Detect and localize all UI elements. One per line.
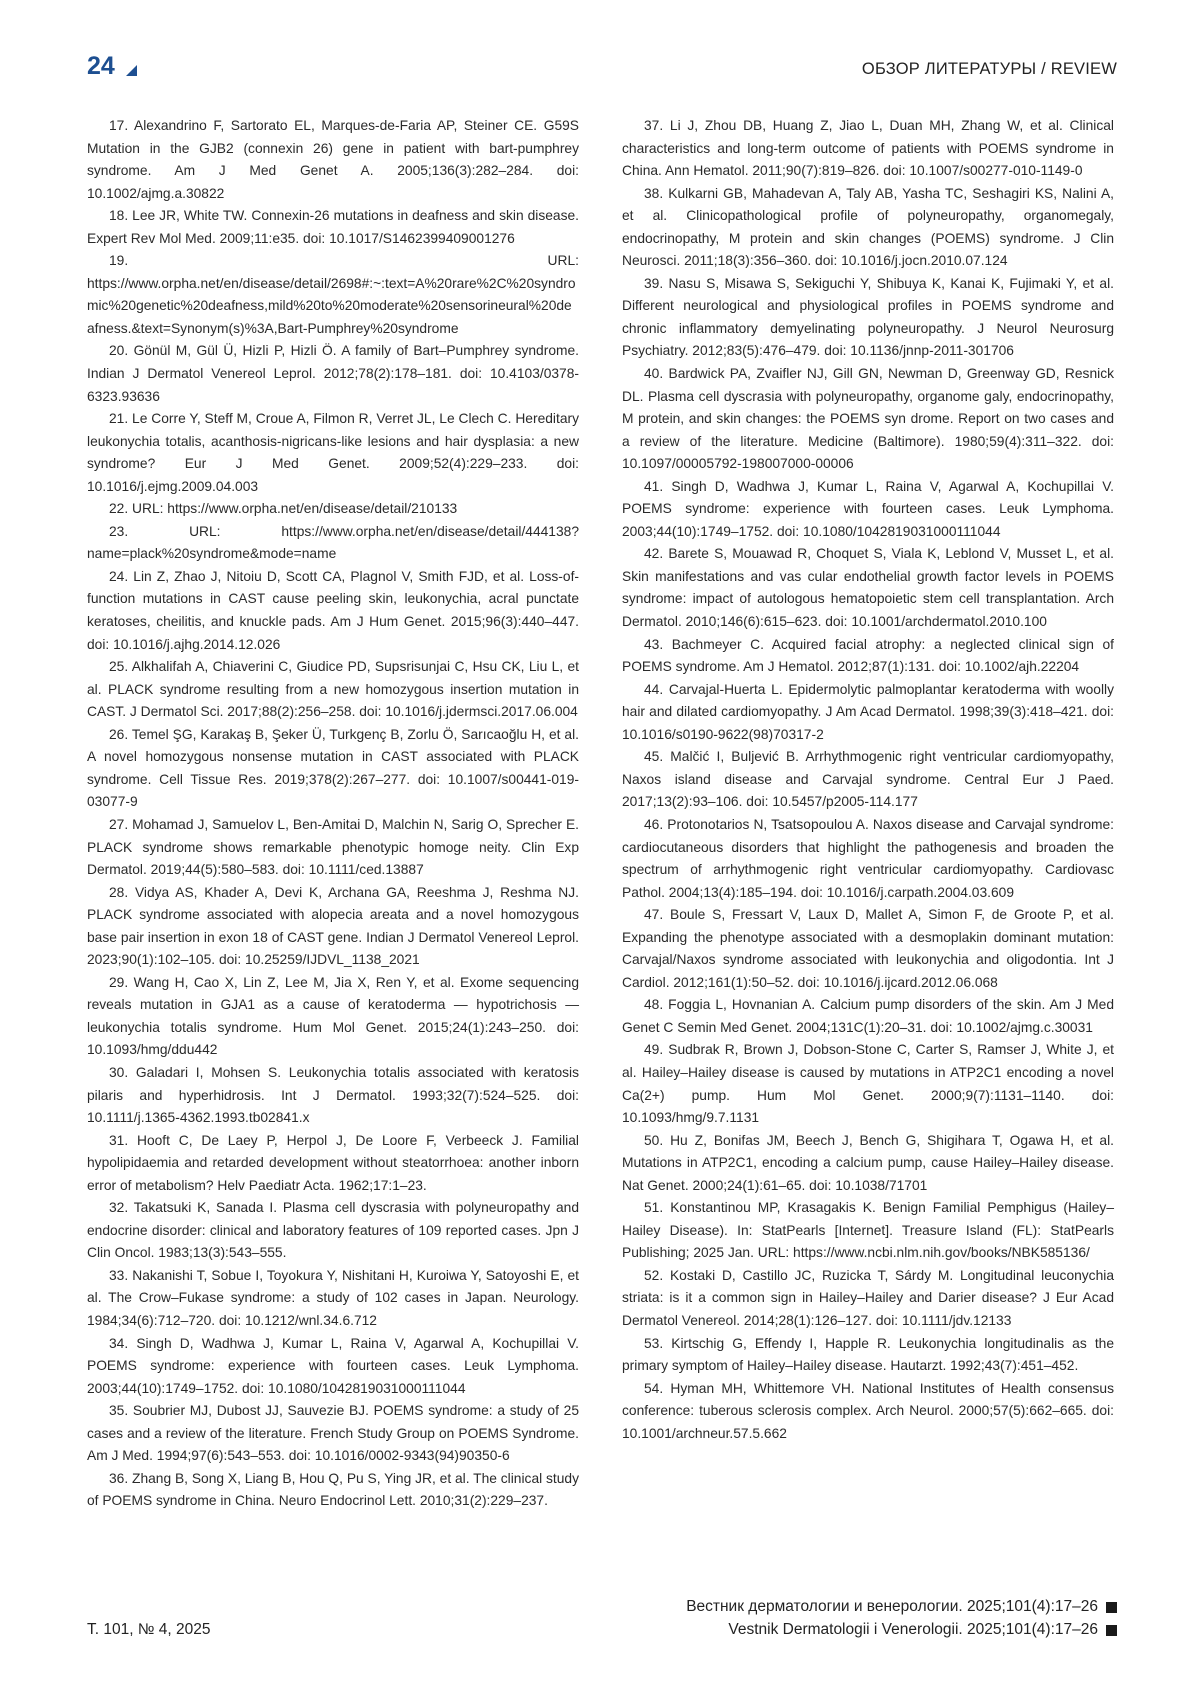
reference-item: 51. Konstantinou MP, Krasagakis K. Benign Familial Pemphigus (Hailey–Hailey Disease). In: StatPearls [Internet]. Treasure Island (FL): StatPearls Publishing; 2025 Jan. URL: https://www.ncbi.nlm.nih.gov/books/NBK585136/ [622,1200,1114,1261]
footer-journal-ru: Вестник дерматологии и венерологии. 2025;101(4):17–26 [686,1598,1098,1615]
reference-item: 33. Nakanishi T, Sobue I, Toyokura Y, Nishitani H, Kuroiwa Y, Satoyoshi E, et al. The Crow–Fukase syndrome: a study of 102 cases in Japan. Neurology. 1984;34(6):712–720. doi: 10.1212/wnl.34.6.712 [87,1267,579,1328]
reference-item: 17. Alexandrino F, Sartorato EL, Marques-de-Faria AP, Steiner CE. G59S Mutation in the GJB2 (connexin 26) gene in patient with bart-pumphrey syndrome. Am J Med Genet A. 2005;136(3):282–284. doi: 10.1002/ajmg.a.30822 [87,118,579,201]
reference-item: 23. URL: https://www.orpha.net/en/disease/detail/444138?name=plack%20syndrome&mode=name [87,523,579,562]
reference-item: 28. Vidya AS, Khader A, Devi K, Archana GA, Reeshma J, Reshma NJ. PLACK syndrome associated with alopecia areata and a novel homozygous base pair insertion in exon 18 of CAST gene. Indian J Dermatol Venereol Leprol. 2023;90(1):102–105. doi: 10.25259/IJDVL_1138_2021 [87,884,579,968]
reference-item: 20. Gönül M, Gül Ü, Hizli P, Hizli Ö. A family of Bart–Pumphrey syndrome. Indian J Dermatol Venereol Leprol. 2012;78(2):178–181. doi: 10.4103/0378-6323.93636 [87,343,579,404]
page-number-mark-icon [126,65,137,76]
reference-item: 39. Nasu S, Misawa S, Sekiguchi Y, Shibuya K, Kanai K, Fujimaki Y, et al. Different neurological and physiological profiles in POEMS syndrome and chronic inflammatory demyelinating polyneuropathy. J Neurol Neurosurg Psychiatry. 2012;83(5):476–479. doi: 10.1136/jnnp-2011-301706 [622,275,1114,359]
reference-item: 43. Bachmeyer C. Acquired facial atrophy: a neglected clinical sign of POEMS syndrome. Am J Hematol. 2012;87(1):131. doi: 10.1002/ajh.22204 [622,636,1114,675]
reference-item: 42. Barete S, Mouawad R, Choquet S, Viala K, Leblond V, Musset L, et al. Skin manifestations and vas cular endothelial growth factor levels in POEMS syndrome: impact of autologous hematopoietic stem cell transplantation. Arch Dermatol. 2010;146(6):615–623. doi: 10.1001/archdermatol.2010.100 [622,546,1114,630]
reference-item: 46. Protonotarios N, Tsatsopoulou A. Naxos disease and Carvajal syndrome: cardiocutaneous disorders that highlight the pathogenesis and broaden the spectrum of arrhythmogenic right ventricular cardiomyopathy. Cardiovasc Pathol. 2004;13(4):185–194. doi: 10.1016/j.carpath.2004.03.609 [622,816,1114,900]
reference-item: 24. Lin Z, Zhao J, Nitoiu D, Scott CA, Plagnol V, Smith FJD, et al. Loss-of-function mutations in CAST cause peeling skin, leukonychia, acral punctate keratoses, cheilitis, and knuckle pads. Am J Hum Genet. 2015;96(3):440–447. doi: 10.1016/j.ajhg.2014.12.026 [87,568,579,652]
reference-item: 22. URL: https://www.orpha.net/en/disease/detail/210133 [109,501,458,517]
references-left-column [87,115,579,1513]
reference-item: 30. Galadari I, Mohsen S. Leukonychia totalis associated with keratosis pilaris and hyperhidrosis. Int J Dermatol. 1993;32(7):524–525. doi: 10.1111/j.1365-4362.1993.tb02841.x [87,1064,579,1126]
reference-item: 44. Carvajal-Huerta L. Epidermolytic palmoplantar keratoderma with woolly hair and dilated cardiomyopathy. J Am Acad Dermatol. 1998;39(3):418–421. doi: 10.1016/s0190-9622(98)70317-2 [622,681,1114,742]
reference-item: 53. Kirtschig G, Effendy I, Happle R. Leukonychia longitudinalis as the primary symptom of Hailey–Hailey disease. Hautarzt. 1992;43(7):451–452. [622,1335,1114,1374]
reference-item: 50. Hu Z, Bonifas JM, Beech J, Bench G, Shigihara T, Ogawa H, et al. Mutations in ATP2C1, encoding a calcium pump, cause Hailey–Hailey disease. Nat Genet. 2000;24(1):61–65. doi: 10.1038/71701 [622,1132,1114,1193]
reference-item: 34. Singh D, Wadhwa J, Kumar L, Raina V, Agarwal A, Kochupillai V. POEMS syndrome: experience with fourteen cases. Leuk Lymphoma. 2003;44(10):1749–1752. doi: 10.1080/1042819031000111044 [87,1335,579,1396]
section-label: ОБЗОР ЛИТЕРАТУРЫ / REVIEW [861,60,1117,78]
footer-volume-issue: Т. 101, № 4, 2025 [87,1621,211,1638]
reference-item: 29. Wang H, Cao X, Lin Z, Lee M, Jia X, Ren Y, et al. Exome sequencing reveals mutation in GJA1 as a cause of keratoderma — hypotrichosis — leukonychia totalis syndrome. Hum Mol Genet. 2015;24(1):243–250. doi: 10.1093/hmg/ddu442 [87,974,579,1058]
square-bullet-icon [1106,1625,1117,1636]
reference-item: 18. Lee JR, White TW. Connexin-26 mutations in deafness and skin disease. Expert Rev Mol Med. 2009;11:e35. doi: 10.1017/S1462399409001276 [87,208,579,246]
page-number: 24 [87,52,115,80]
reference-item: 19. URL: https://www.orpha.net/en/disease/detail/2698#:~:text=A%20rare%2C%20syndromic%20genetic%20deafness,mild%20to%20moderate%20sensorineural%20deafness.&text=Synonym(s)%3A,Bart-Pumphrey%20syndrome [87,253,579,336]
reference-item: 25. Alkhalifah A, Chiaverini C, Giudice PD, Supsrisunjai C, Hsu CK, Liu L, et al. PLACK syndrome resulting from a new homozygous insertion mutation in CAST. J Dermatol Sci. 2017;88(2):256–258. doi: 10.1016/j.jdermsci.2017.06.004 [87,659,579,720]
reference-item: 47. Boule S, Fressart V, Laux D, Mallet A, Simon F, de Groote P, et al. Expanding the phenotype associated with a desmoplakin dominant mutation: Carvajal/Naxos syndrome associated with leukonychia and oligodontia. Int J Cardiol. 2012;161(1):50–52. doi: 10.1016/j.ijcard.2012.06.068 [622,907,1114,990]
footer-journal-ru-row [686,1598,1117,1616]
reference-item: 40. Bardwick PA, Zvaifler NJ, Gill GN, Newman D, Greenway GD, Resnick DL. Plasma cell dyscrasia with polyneuropathy, organome galy, endocrinopathy, M protein, and skin changes: the POEMS syn drome. Report on two cases and a review of the literature. Medicine (Baltimore). 1980;59(4):311–322. doi: 10.1097/00005792-198007000-00006 [622,366,1114,472]
reference-item: 27. Mohamad J, Samuelov L, Ben-Amitai D, Malchin N, Sarig O, Sprecher E. PLACK syndrome shows remarkable phenotypic homoge neity. Clin Exp Dermatol. 2019;44(5):580–583. doi: 10.1111/ced.13887 [87,816,579,878]
reference-item: 21. Le Corre Y, Steff M, Croue A, Filmon R, Verret JL, Le Clech C. Hereditary leukonychia totalis, acanthosis-nigricans-like lesions and hair dysplasia: a new syndrome? Eur J Med Genet. 2009;52(4):229–233. doi: 10.1016/j.ejmg.2009.04.003 [87,411,579,494]
square-bullet-icon [1106,1602,1117,1613]
reference-item: 35. Soubrier MJ, Dubost JJ, Sauvezie BJ. POEMS syndrome: a study of 25 cases and a review of the literature. French Study Group on POEMS Syndrome. Am J Med. 1994;97(6):543–553. doi: 10.1016/0002-9343(94)90350-6 [87,1403,579,1464]
footer-journal-en: Vestnik Dermatologii i Venerologii. 2025;101(4):17–26 [728,1621,1098,1638]
footer-journal-en-row [728,1621,1117,1639]
reference-item: 32. Takatsuki K, Sanada I. Plasma cell dyscrasia with polyneuropathy and endocrine disorder: clinical and laboratory features of 109 reported cases. Jpn J Clin Oncol. 1983;13(3):543–555. [87,1200,579,1261]
reference-item: 54. Hyman MH, Whittemore VH. National Institutes of Health consensus conference: tuberous sclerosis complex. Arch Neurol. 2000;57(5):662–665. doi: 10.1001/archneur.57.5.662 [622,1380,1114,1441]
reference-item: 49. Sudbrak R, Brown J, Dobson-Stone C, Carter S, Ramser J, White J, et al. Hailey–Hailey disease is caused by mutations in ATP2C1 encoding a novel Ca(2+) pump. Hum Mol Genet. 2000;9(7):1131–1140. doi: 10.1093/hmg/9.7.1131 [622,1042,1114,1126]
reference-item: 41. Singh D, Wadhwa J, Kumar L, Raina V, Agarwal A, Kochupillai V. POEMS syndrome: experience with fourteen cases. Leuk Lymphoma. 2003;44(10):1749–1752. doi: 10.1080/1042819031000111044 [622,478,1114,539]
references-right-column [622,115,1114,1445]
reference-item: 37. Li J, Zhou DB, Huang Z, Jiao L, Duan MH, Zhang W, et al. Clinical characteristics and long-term outcome of patients with POEMS syndrome in China. Ann Hematol. 2011;90(7):819–826. doi: 10.1007/s00277-010-1149-0 [622,118,1114,179]
reference-item: 31. Hooft C, De Laey P, Herpol J, De Loore F, Verbeeck J. Familial hypolipidaemia and retarded development without steatorrhoea: another inborn error of metabolism? Helv Paediatr Acta. 1962;17:1–23. [87,1132,579,1193]
reference-item: 52. Kostaki D, Castillo JC, Ruzicka T, Sárdy M. Longitudinal leuconychia striata: is it a common sign in Hailey–Hailey and Darier disease? J Eur Acad Dermatol Venereol. 2014;28(1):126–127. doi: 10.1111/jdv.12133 [622,1267,1114,1328]
reference-item: 48. Foggia L, Hovnanian A. Calcium pump disorders of the skin. Am J Med Genet C Semin Med Genet. 2004;131C(1):20–31. doi: 10.1002/ajmg.c.30031 [622,997,1114,1035]
reference-item: 26. Temel ŞG, Karakaş B, Şeker Ü, Turkgenç B, Zorlu Ö, Sarıcaoğlu H, et al. A novel homozygous nonsense mutation in CAST associated with PLACK syndrome. Cell Tissue Res. 2019;378(2):267–277. doi: 10.1007/s00441-019-03077-9 [87,726,579,810]
reference-item: 45. Malčić I, Buljević B. Arrhythmogenic right ventricular cardiomyopathy, Naxos island disease and Carvajal syndrome. Central Eur J Paed. 2017;13(2):93–106. doi: 10.5457/p2005-114.177 [622,749,1114,810]
reference-item: 36. Zhang B, Song X, Liang B, Hou Q, Pu S, Ying JR, et al. The clinical study of POEMS syndrome in China. Neuro Endocrinol Lett. 2010;31(2):229–237. [87,1470,579,1509]
reference-item: 38. Kulkarni GB, Mahadevan A, Taly AB, Yasha TC, Seshagiri KS, Nalini A, et al. Clinicopathological profile of polyneuropathy, organomegaly, endocrinopathy, M protein and skin changes (POEMS) syndrome. J Clin Neurosci. 2011;18(3):356–360. doi: 10.1016/j.jocn.2010.07.124 [622,185,1114,269]
